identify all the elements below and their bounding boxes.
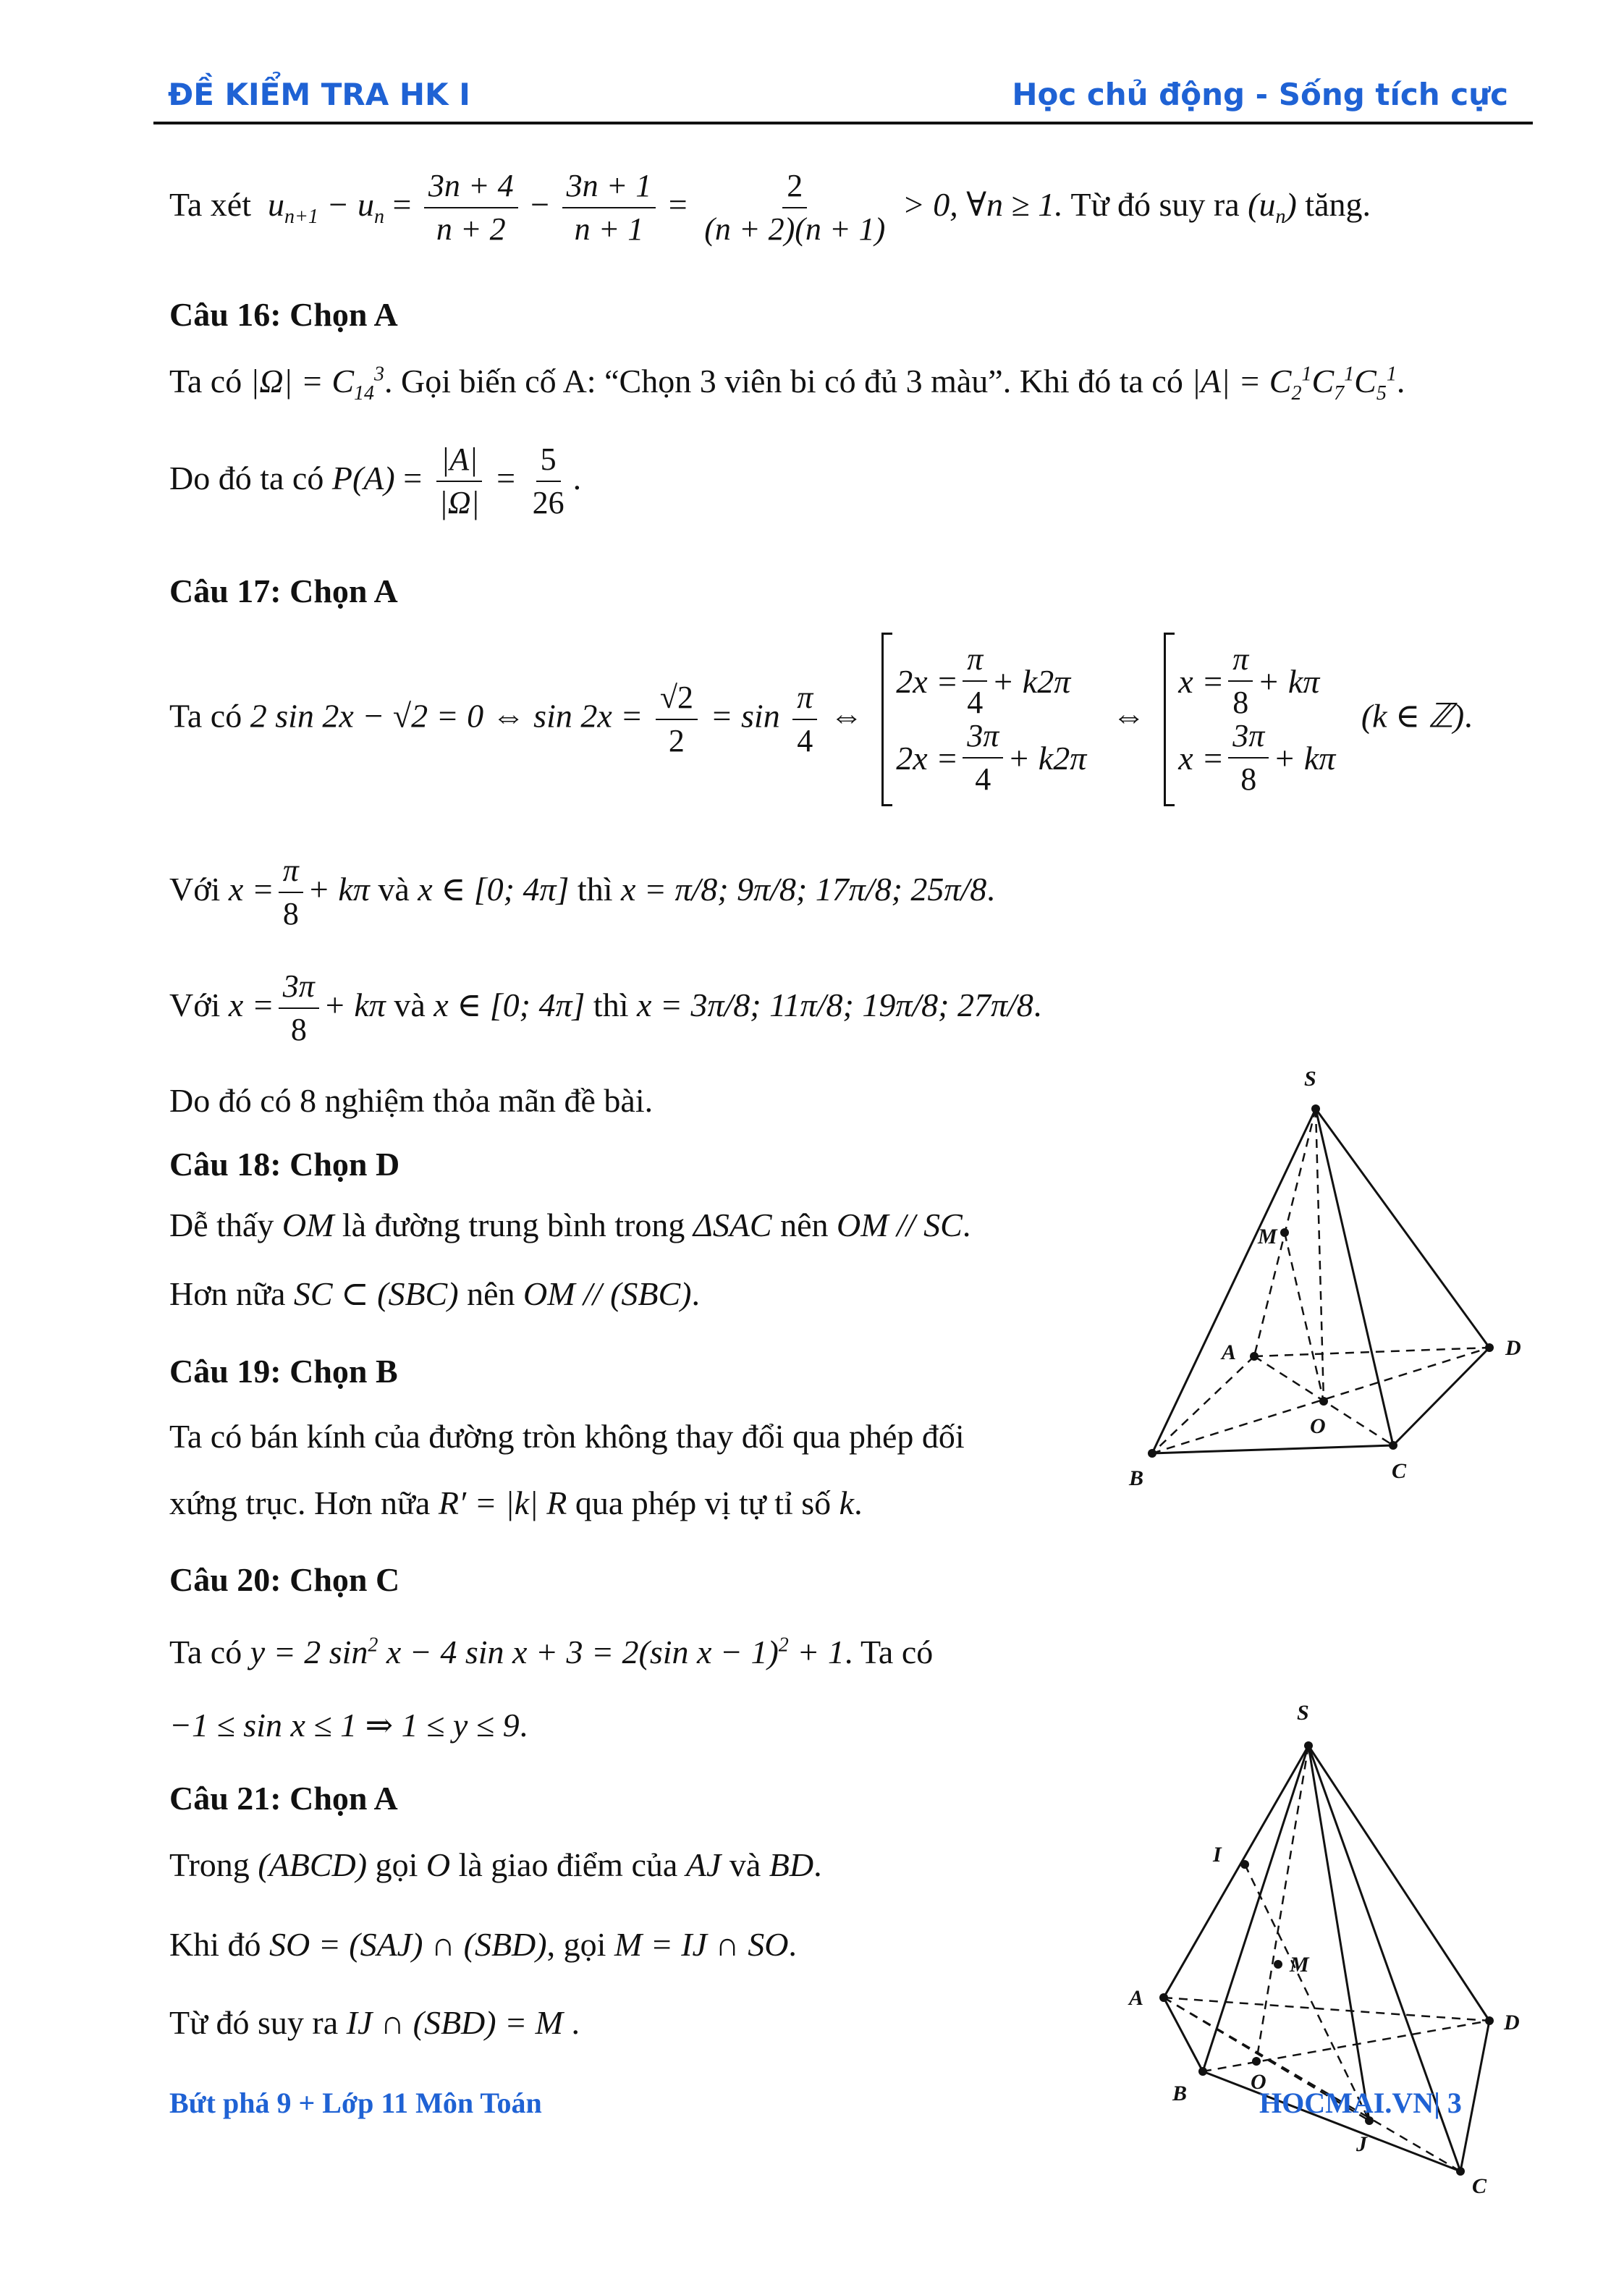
label-I: I bbox=[1213, 1843, 1222, 1867]
q20-line1: Ta có y = 2 $\sin^2 x - 4$ sin x + 3 = 2(sin x − 1)$^2$ + 1. Ta có bbox=[169, 1634, 934, 1670]
pyramid-figure-2 bbox=[1115, 1679, 1549, 2200]
edge-CD bbox=[1460, 2021, 1489, 2171]
q17-conclusion: Do đó có 8 nghiệm thỏa mãn đề bài. bbox=[169, 1082, 654, 1119]
header-right: Học chủ động - Sống tích cực bbox=[1012, 77, 1508, 112]
label-C: C bbox=[1472, 2174, 1487, 2198]
label-B: B bbox=[1129, 1466, 1144, 1490]
segment-SJ bbox=[1308, 1746, 1369, 2121]
edge-SB bbox=[1152, 1109, 1316, 1453]
label-A: A bbox=[1129, 1986, 1144, 2010]
q19-line2: xứng trục. Hơn nữa R′ = |k| R qua phép vị tự tỉ số k. bbox=[169, 1484, 863, 1521]
label-D: D bbox=[1504, 2011, 1520, 2035]
q16-line1: Ta có $|\Omega| = C_{14}^3$. Gọi biến cố A: “Chọn 3 viên bi có đủ 3 màu”. Khi đó ta có $|A| = C_2^1C_7^1C_5^1$. bbox=[169, 363, 1405, 405]
edge-AD bbox=[1164, 1998, 1489, 2021]
q18-title: Câu 18: Chọn D bbox=[169, 1146, 400, 1183]
q16-title: Câu 16: Chọn A bbox=[169, 296, 398, 333]
footer-right: HOCMAI.VN| 3 bbox=[1259, 2087, 1462, 2119]
label-A: A bbox=[1222, 1340, 1237, 1364]
q17-case2: Với x = $\frac{3\pi}{8}$ + kπ và x ∈ [0; 4π] thì x = 3π/8; 11π/8; 19π/8; 27π/8. bbox=[169, 968, 1042, 1048]
q21-title: Câu 21: Chọn A bbox=[169, 1780, 398, 1817]
q17-equation: Ta có 2 sin 2x − √2 = 0 ⇔ sin 2x = $\frac{√2}{2}$ = sin $\frac{\pi}{4}$ ⇔ 2x = $\frac{\pi}{4}$ + k2π 2x = $\frac{3\pi}{4}$ + k2π ⇔ x = $\frac{\pi}{8}$ + kπ x = $\frac{3\pi}{8}$ + kπ (k ∈ ℤ). bbox=[169, 633, 1473, 806]
edge-CD bbox=[1393, 1348, 1489, 1445]
label-D: D bbox=[1505, 1336, 1521, 1360]
label-B: B bbox=[1172, 2082, 1188, 2105]
q18-line1: Dễ thấy OM là đường trung bình trong ΔSAC nên OM // SC. bbox=[169, 1207, 971, 1243]
label-S: S bbox=[1297, 1701, 1309, 1725]
edge-SD bbox=[1316, 1109, 1489, 1348]
label-J: J bbox=[1356, 2132, 1367, 2156]
q19-line1: Ta có bán kính của đường tròn không thay đổi qua phép đối bbox=[169, 1418, 965, 1455]
footer-left: Bứt phá 9 + Lớp 11 Môn Toán bbox=[169, 2087, 542, 2119]
q21-line2: Khi đó SO = (SAJ) ∩ (SBD), gọi M = IJ ∩ SO. bbox=[169, 1926, 797, 1963]
q17-title: Câu 17: Chọn A bbox=[169, 572, 398, 609]
diag-AC bbox=[1164, 1998, 1460, 2171]
q21-line1: Trong (ABCD) gọi O là giao điểm của AJ và BD. bbox=[169, 1846, 822, 1883]
q15-line: Ta xét $u_{n+1} - u_n$ = $\frac{3n + 4}{n + 2}$ − $\frac{3n + 1}{n + 1}$ = $\frac{2}{(n + 2)(n + 1)}$ > 0, ∀n ≥ 1. Từ đó suy ra $(u_n)$ tăng. bbox=[169, 168, 1371, 248]
q16-line2: Do đó ta có P(A) = $\frac{|A|}{|\Omega|}$ = $\frac{5}{26}$ . bbox=[169, 441, 582, 521]
edge-BC bbox=[1152, 1445, 1393, 1453]
segment-MO bbox=[1285, 1233, 1324, 1401]
header-left: ĐỀ KIỂM TRA HK I bbox=[168, 77, 470, 112]
header-rule bbox=[153, 122, 1533, 124]
q20-title: Câu 20: Chọn C bbox=[169, 1561, 400, 1598]
q20-line2: −1 ≤ sin x ≤ 1 ⇒ 1 ≤ y ≤ 9. bbox=[169, 1707, 528, 1744]
edge-SB bbox=[1203, 1746, 1308, 2071]
edge-SD bbox=[1308, 1746, 1489, 2021]
segment-SO bbox=[1316, 1109, 1324, 1401]
edge-AB bbox=[1152, 1356, 1254, 1453]
q19-title: Câu 19: Chọn B bbox=[169, 1353, 398, 1390]
pyramid-figure-1 bbox=[1115, 1057, 1549, 1491]
label-M: M bbox=[1258, 1225, 1277, 1248]
edge-SC bbox=[1316, 1109, 1393, 1445]
label-M: M bbox=[1290, 1953, 1309, 1977]
q18-line2: Hơn nữa SC ⊂ (SBC) nên OM // (SBC). bbox=[169, 1275, 700, 1312]
label-O: O bbox=[1251, 2070, 1266, 2094]
label-C: C bbox=[1392, 1459, 1407, 1483]
q17-case1: Với x = $\frac{\pi}{8}$ + kπ và x ∈ [0; 4π] thì x = π/8; 9π/8; 17π/8; 25π/8. bbox=[169, 853, 995, 932]
label-O: O bbox=[1310, 1414, 1326, 1438]
label-S: S bbox=[1304, 1067, 1316, 1091]
q21-line3: Từ đó suy ra IJ ∩ (SBD) = M . bbox=[169, 2004, 580, 2041]
